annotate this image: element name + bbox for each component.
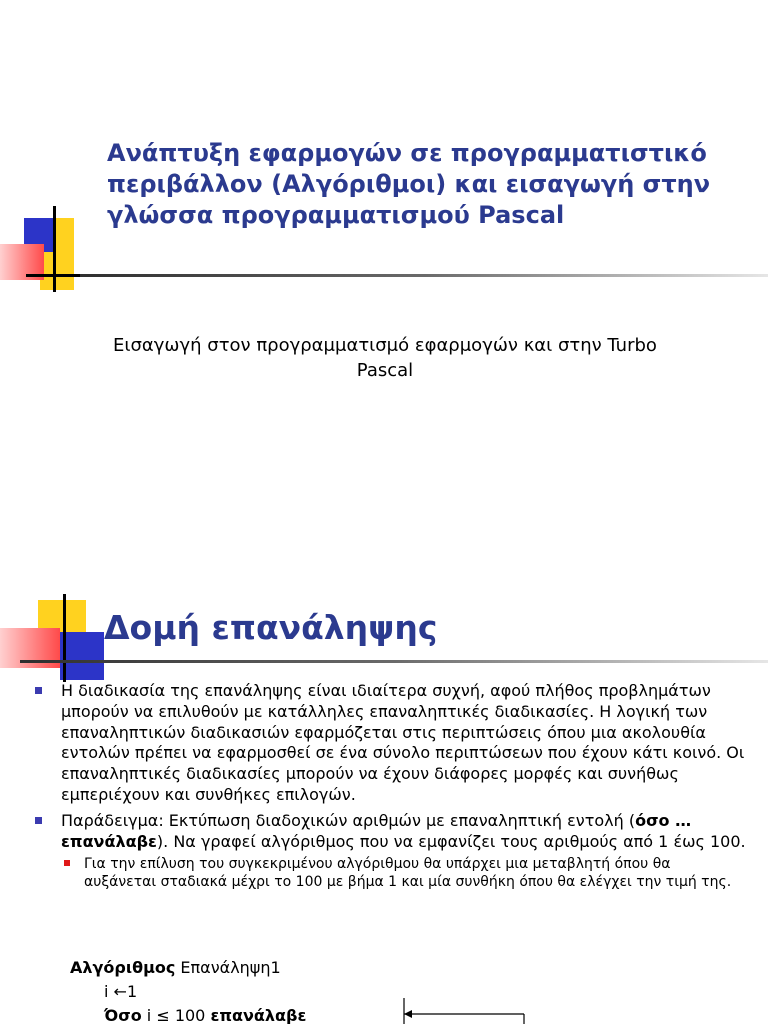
bullet-text-post: ). Να γραφεί αλγόριθμος που να εμφανίζει τους αριθμούς από 1 έως 100.	[156, 831, 746, 851]
list-item	[34, 681, 746, 806]
algorithm-header	[70, 958, 281, 978]
bullet-text-bold: όσο … επανάλαβε	[61, 810, 692, 851]
loop-arrow-icon	[395, 994, 535, 1024]
list-item	[34, 811, 746, 892]
blue-square	[60, 632, 104, 680]
sub-bullet-text: Για την επίλυση του συγκεκριμένου αλγόριθμου θα υπάρχει μια μεταβλητή όπου θα αυξάνεται σταδιακά μέχρι το 100 με βήμα 1 και μία συνθήκη όπου θα ελέγχει την τιμή της.	[84, 856, 732, 891]
slide-1-subtitle: Εισαγωγή στον προγραμματισμό εφαρμογών και στην Turbo Pascal	[113, 335, 657, 381]
decorative-squares	[0, 200, 110, 300]
deco-vertical-line	[53, 206, 56, 292]
sub-bullet-list	[61, 855, 746, 891]
slide-2	[0, 576, 768, 1024]
algorithm-name: Επανάληψη1	[175, 958, 281, 977]
bullet-text	[61, 811, 746, 851]
slide-2-title: Δομή επανάληψης	[104, 608, 438, 647]
bullet-text: Η διαδικασία της επανάληψης είναι ιδιαίτερα συχνή, αφού πλήθος προβλημάτων μπορούν να επιλυθούν με κατάλληλες επαναληπτικές διαδικασίες. Η λογική των επαναληπτικών διαδικασιών εφαρμόζεται στις περιπτώσεις όπου μια ακολουθία εντολών πρέπει να εφαρμοσθεί σε ένα σύνολο περιπτώσεων που έχουν κάτι κοινό. Οι επαναληπτικές διαδικασίες μπορούν να έχουν διάφορες μορφές και συνήθως εμπεριέχουν και συνθήκες επιλογών.	[61, 681, 745, 804]
bullet-list	[34, 681, 746, 896]
bullet-square-icon	[35, 687, 42, 694]
slide-1-title: Ανάπτυξη εφαρμογών σε προγραμματιστικό περιβάλλον (Αλγόριθμοι) και εισαγωγή στην γλώσσα προγραμματισμού Pascal	[107, 139, 711, 229]
algorithm-line-assign	[104, 982, 137, 1002]
algorithm-line-while	[104, 1006, 306, 1024]
deco-vertical-line	[63, 594, 66, 682]
while-condition: i ≤ 100	[141, 1006, 211, 1024]
red-bullet-icon	[64, 860, 70, 866]
assign-text: i ←1	[104, 982, 138, 1001]
bullet-text-pre: Παράδειγμα: Εκτύπωση διαδοχικών αριθμών με επαναληπτική εντολή (	[61, 810, 636, 830]
title-rule	[80, 274, 768, 277]
repeat-keyword: επανάλαβε	[210, 1006, 307, 1024]
algorithm-keyword: Αλγόριθμος	[70, 958, 176, 977]
bullet-square-icon	[35, 817, 42, 824]
decorative-squares	[0, 594, 110, 684]
list-item	[61, 855, 746, 891]
while-keyword: Όσο	[104, 1006, 142, 1024]
title-rule	[20, 660, 768, 663]
